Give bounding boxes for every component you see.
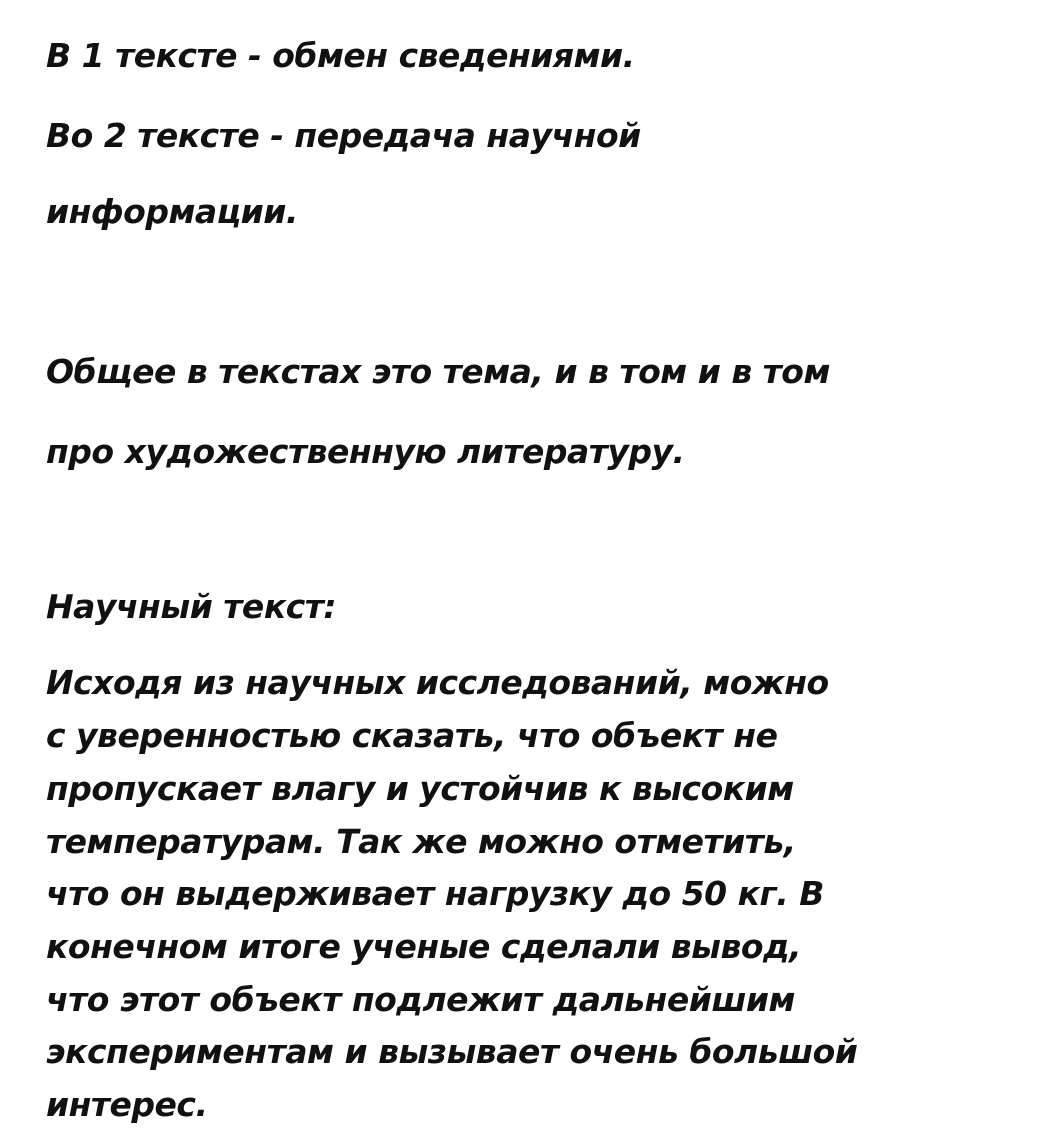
comparison-line-2: Во 2 тексте - передача научной xyxy=(46,116,641,155)
scientific-line-1: Исходя из научных исследований, можно xyxy=(46,663,829,702)
scientific-line-7: что этот объект подлежит дальнейшим xyxy=(46,980,795,1019)
common-line-2: про художественную литературу. xyxy=(46,432,685,471)
scientific-line-9: интерес. xyxy=(46,1085,208,1124)
scientific-line-5: что он выдерживает нагрузку до 50 кг. В xyxy=(46,874,824,913)
common-line-1: Общее в текстах это тема, и в том и в том xyxy=(46,352,830,391)
scientific-line-6: конечном итоге ученые сделали вывод, xyxy=(46,927,802,966)
scientific-line-2: с уверенностью сказать, что объект не xyxy=(46,716,778,755)
scientific-heading: Научный текст: xyxy=(46,587,337,626)
scientific-line-3: пропускает влагу и устойчив к высоким xyxy=(46,769,794,808)
scientific-line-8: экспериментам и вызывает очень большой xyxy=(46,1032,858,1071)
scientific-line-4: температурам. Так же можно отметить, xyxy=(46,822,796,861)
comparison-line-3: информации. xyxy=(46,192,298,231)
comparison-line-1: В 1 тексте - обмен сведениями. xyxy=(46,36,635,75)
